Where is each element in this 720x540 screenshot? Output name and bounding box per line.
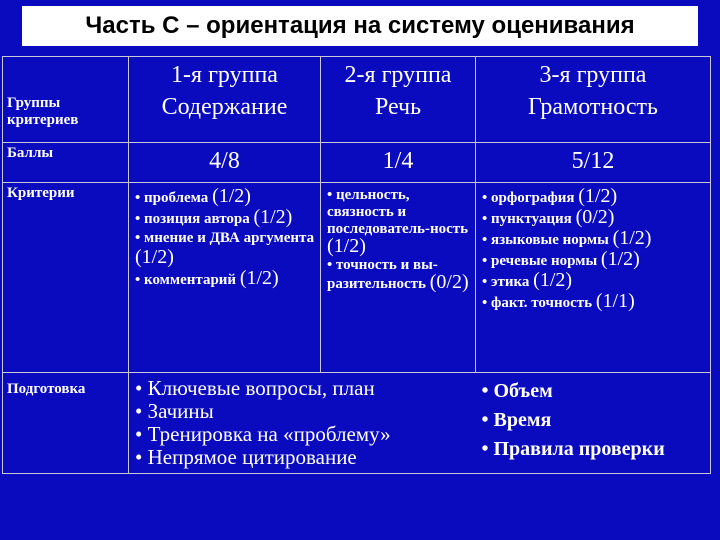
- criterion-item: [482, 187, 706, 208]
- prep-item: • Правила проверки: [481, 438, 665, 460]
- criterion-text: • точность и вы-разительность: [327, 257, 438, 292]
- group-name-1: 1-я группа: [171, 62, 278, 88]
- table-row: [3, 143, 711, 183]
- criterion-text: • факт. точность: [482, 295, 596, 311]
- criterion-item: [482, 229, 706, 250]
- prep-list-left: [129, 373, 476, 474]
- criterion-score: (1/2): [600, 248, 640, 270]
- criterion-score: (0/2): [575, 206, 615, 228]
- table-row: [3, 57, 711, 143]
- prep-list-right: [476, 373, 711, 474]
- criterion-item: [482, 292, 706, 313]
- prep-item: • Зачины: [135, 399, 214, 423]
- criterion-item: [135, 208, 316, 229]
- criterion-item: [135, 269, 316, 290]
- criterion-item: [327, 187, 471, 257]
- prep-item: • Тренировка на «проблему»: [135, 422, 391, 446]
- criterion-score: (1/2): [327, 235, 366, 257]
- slide-title: Часть С – ориентация на систему оценивания: [85, 12, 635, 39]
- prep-label-text: Подготовка: [7, 381, 86, 397]
- criterion-item: [327, 257, 471, 293]
- criterion-item: [135, 229, 316, 269]
- criteria-list-1: [129, 183, 321, 373]
- criterion-text: • языковые нормы: [482, 232, 613, 248]
- group-title-2: Речь: [374, 94, 422, 120]
- criterion-item: [482, 208, 706, 229]
- table-row: [3, 183, 711, 373]
- criterion-text: • пунктуация: [482, 211, 576, 227]
- prep-item: • Время: [481, 409, 552, 431]
- row-label-points: Баллы: [3, 143, 129, 183]
- criteria-list-2: [321, 183, 476, 373]
- row-label-criteria: Критерии: [3, 183, 129, 373]
- criterion-score: (1/1): [595, 290, 635, 312]
- criterion-text: • комментарий: [135, 272, 240, 288]
- prep-item: • Непрямое цитирование: [135, 445, 357, 469]
- criterion-score: (1/2): [578, 185, 618, 207]
- slide-title-box: [22, 6, 698, 46]
- criterion-item: [482, 250, 706, 271]
- header-cell-3: [476, 57, 711, 143]
- group-name-3: 3-я группа: [539, 62, 647, 88]
- criterion-score: (0/2): [429, 271, 469, 293]
- criterion-item: [482, 271, 706, 292]
- header-cell-2: [321, 57, 476, 143]
- points-1: 4/8: [129, 143, 321, 183]
- criterion-score: (1/2): [135, 246, 174, 268]
- criterion-text: • цельность, связность и последователь-ность: [327, 187, 469, 237]
- criterion-score: (1/2): [253, 206, 293, 228]
- criterion-score: (1/2): [533, 269, 573, 291]
- criterion-text: • этика: [482, 274, 534, 290]
- groups-label-text: Группы критериев: [7, 95, 79, 128]
- group-name-2: 2-я группа: [344, 62, 452, 88]
- row-label-groups: [3, 57, 129, 143]
- criteria-list-3: [476, 183, 711, 373]
- header-cell-1: [129, 57, 321, 143]
- points-2: 1/4: [321, 143, 476, 183]
- criteria-table: [2, 56, 711, 474]
- row-label-prep: [3, 373, 129, 474]
- prep-item: • Ключевые вопросы, план: [135, 376, 375, 400]
- criterion-text: • позиция автора: [135, 211, 254, 227]
- prep-item: • Объем: [481, 380, 553, 402]
- criterion-text: • проблема: [135, 190, 213, 206]
- table-row: [3, 373, 711, 474]
- group-title-1: Содержание: [161, 94, 288, 120]
- criterion-score: (1/2): [212, 185, 251, 207]
- points-3: 5/12: [476, 143, 711, 183]
- criterion-text: • мнение и ДВА аргумента: [135, 230, 315, 246]
- group-title-3: Грамотность: [528, 94, 658, 120]
- criterion-item: [135, 187, 316, 208]
- criterion-score: (1/2): [239, 267, 279, 289]
- criterion-text: • речевые нормы: [482, 253, 601, 269]
- criterion-score: (1/2): [612, 227, 652, 249]
- criterion-text: • орфография: [482, 190, 579, 206]
